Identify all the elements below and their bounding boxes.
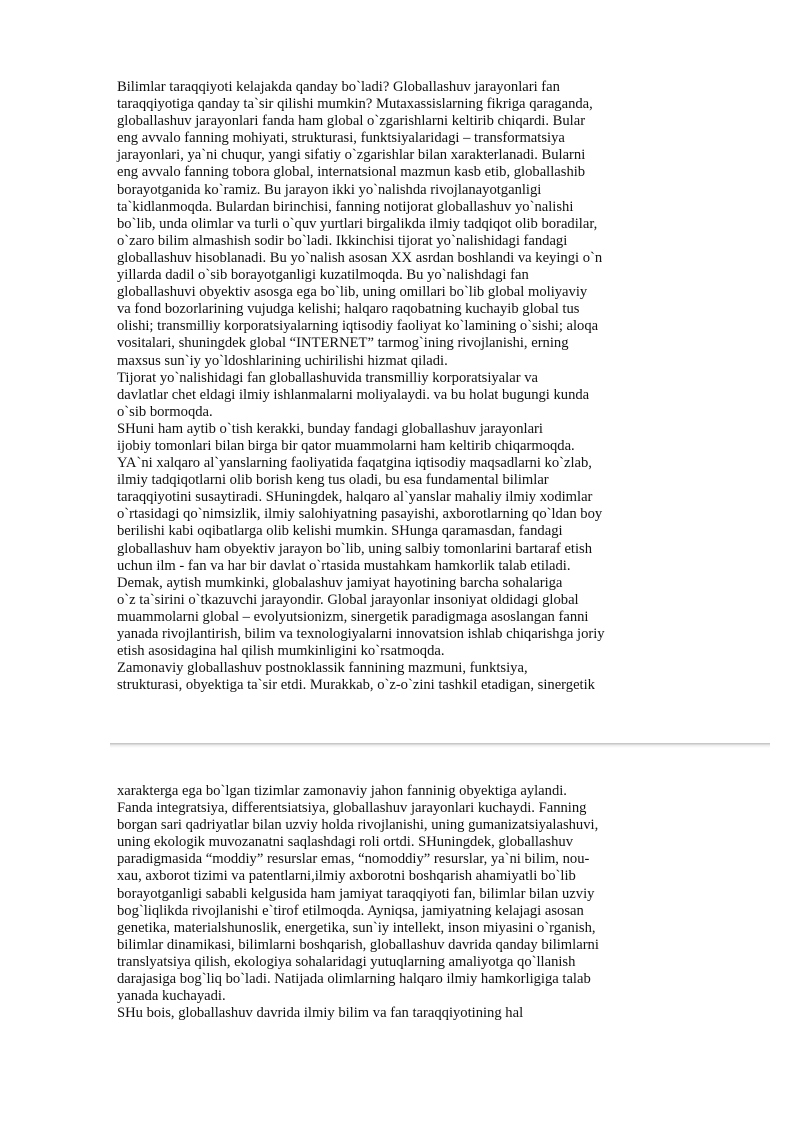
page-break-shadow <box>110 745 770 748</box>
text-line: o`rtasidagi qo`nimsizlik, ilmiy salohiyatning pasayishi, axborotlarning qo`ldan boy <box>117 506 603 523</box>
text-line: yanada kuchayadi. <box>117 988 226 1005</box>
text-line: o`zaro bilim almashish sodir bo`ladi. Ikkinchisi tijorat yo`nalishidagi fandagi <box>117 232 568 249</box>
text-line: strukturasi, obyektiga ta`sir etdi. Murakkab, o`z-o`zini tashkil etadigan, sinergetik <box>117 677 595 694</box>
text-line: berilishi kabi oqibatlarga olib kelishi mumkin. SHunga qaramasdan, fandagi <box>117 523 563 540</box>
text-line: ta`kidlanmoqda. Bulardan birinchisi, fanning notijorat globallashuv yo`nalishi <box>117 198 574 215</box>
text-line: YA`ni xalqaro al`yanslarning faoliyatida faqatgina iqtisodiy maqsadlarni ko`zlab, <box>117 455 592 472</box>
text-line: uning ekologik muvozanatni saqlashdagi roli ortdi. SHuningdek, globallashuv <box>117 834 573 851</box>
text-line: borgan sari qadriyatlar bilan uzviy holda rivojlanishi, uning gumanizatsiyalashuvi, <box>117 817 599 834</box>
text-line: globallashuvi obyektiv asosga ega bo`lib, uning omillari bo`lib global moliyaviy <box>117 284 588 301</box>
text-line: bo`lib, unda olimlar va turli o`quv yurtlari birgalikda ilmiy tadqiqot olib boradilar, <box>117 215 598 232</box>
text-line: muammolarni global – evolyutsionizm, sinergetik paradigmaga asoslangan fanni <box>117 608 589 625</box>
text-line: olishi; transmilliy korporatsiyalarning iqtisodiy faoliyat ko`lamining o`sishi; aloqa <box>117 318 599 335</box>
text-line: Tijorat yo`nalishidagi fan globallashuvida transmilliy korporatsiyalar va <box>117 369 538 386</box>
page1-text <box>117 79 677 694</box>
text-line: jarayonlari, ya`ni chuqur, yangi sifatiy o`zgarishlar bilan xarakterlanadi. Bularni <box>117 147 586 164</box>
text-line: darajasiga bog`liq bo`ladi. Natijada olimlarning halqaro ilmiy hamkorligiga talab <box>117 971 591 988</box>
text-line: globallashuv hisoblanadi. Bu yo`nalish asosan XX asrdan boshlandi va keyingi o`n <box>117 249 603 266</box>
text-line: taraqqiyotiga qanday ta`sir qilishi mumkin? Mutaxassislarning fikriga qaraganda, <box>117 96 593 113</box>
text-line: ilmiy tadqiqotlarni olib borish keng tus oladi, bu esa fundamental bilimlar <box>117 472 549 489</box>
text-line: maxsus sun`iy yo`ldoshlarining uchirilishi hizmat qiladi. <box>117 352 448 369</box>
text-line: davlatlar chet eldagi ilmiy ishlanmalarni moliyalaydi. va bu holat bugungi kunda <box>117 386 590 403</box>
text-line: globallashuv ham obyektiv jarayon bo`lib, uning salbiy tomonlarini bartaraf etish <box>117 540 593 557</box>
text-line: taraqqiyotini susaytiradi. SHuningdek, halqaro al`yanslar mahaliy ilmiy xodimlar <box>117 489 593 506</box>
text-line: uchun ilm - fan va har bir davlat o`rtasida mustahkam hamkorlik talab etiladi. <box>117 557 571 574</box>
text-line: bilimlar dinamikasi, bilimlarni boshqarish, globallashuv davrida qanday bilimlarni <box>117 936 599 953</box>
text-line: va fond bozorlarining vujudga kelishi; halqaro raqobatning kuchayib global tus <box>117 301 580 318</box>
text-line: yanada rivojlantirish, bilim va texnologiyalarni innovatsion ishlab chiqarishga joriy <box>117 626 605 642</box>
text-line: eng avvalo fanning mohiyati, strukturasi, funktsiyalaridagi – transformatsiya <box>117 130 565 147</box>
text-line: vositalari, shuningdek global “INTERNET” tarmog`ining rivojlanishi, erning <box>117 335 569 352</box>
text-line: bog`liqlikda rivojlanishi e`tirof etilmoqda. Ayniqsa, jamiyatning kelajagi asosan <box>117 902 584 919</box>
text-line: borayotganida ko`ramiz. Bu jarayon ikki yo`nalishda rivojlanayotganligi <box>117 181 542 198</box>
text-line: etish asosidagina hal qilish mumkinligini ko`rsatmoqda. <box>117 643 445 660</box>
text-line: xarakterga ega bo`lgan tizimlar zamonaviy jahon fanninig obyektiga aylandi. <box>117 783 567 799</box>
text-line: SHu bois, globallashuv davrida ilmiy bilim va fan taraqqiyotining hal <box>117 1005 524 1022</box>
text-line: eng avvalo fanning tobora global, internatsional mazmun kasb etib, globallashib <box>117 164 586 181</box>
text-line: yillarda dadil o`sib borayotganligi kuzatilmoqda. Bu yo`nalishdagi fan <box>117 267 529 284</box>
text-line: SHuni ham aytib o`tish kerakki, bunday fandagi globallashuv jarayonlari <box>117 420 543 437</box>
text-line: translyatsiya qilish, ekologiya sohalaridagi yutuqlarning amaliyotga qo`llanish <box>117 953 576 970</box>
text-line: genetika, materialshunoslik, energetika, sun`iy intellekt, inson miyasini o`rganish, <box>117 919 596 936</box>
text-line: globallashuv jarayonlari fanda ham global o`zgarishlarni keltirib chiqardi. Bular <box>117 113 586 130</box>
text-line: Fanda integratsiya, differentsiatsiya, globallashuv jarayonlari kuchaydi. Fanning <box>117 800 587 817</box>
text-line: Zamonaviy globallashuv postnoklassik fannining mazmuni, funktsiya, <box>117 660 528 677</box>
text-line: o`z ta`sirini o`tkazuvchi jarayondir. Global jarayonlar insoniyat oldidagi global <box>117 591 579 608</box>
text-line: paradigmasida “moddiy” resurslar emas, “nomoddiy” resurslar, ya`ni bilim, nou- <box>117 851 590 868</box>
text-line: xau, axborot tizimi va patentlarni,ilmiy axborotni boshqarish ahamiyatli bo`lib <box>117 868 576 885</box>
text-line: Bilimlar taraqqiyoti kelajakda qanday bo`ladi? Globallashuv jarayonlari fan <box>117 79 560 95</box>
text-line: o`sib bormoqda. <box>117 403 213 420</box>
text-line: Demak, aytish mumkinki, globalashuv jamiyat hayotining barcha sohalariga <box>117 574 563 591</box>
text-line: borayotganligi sababli kelgusida ham jamiyat taraqqiyoti fan, bilimlar bilan uzviy <box>117 885 595 902</box>
page2-text <box>117 783 677 1022</box>
text-line: ijobiy tomonlari bilan birga bir qator muammolarni ham keltirib chiqarmoqda. <box>117 437 575 454</box>
